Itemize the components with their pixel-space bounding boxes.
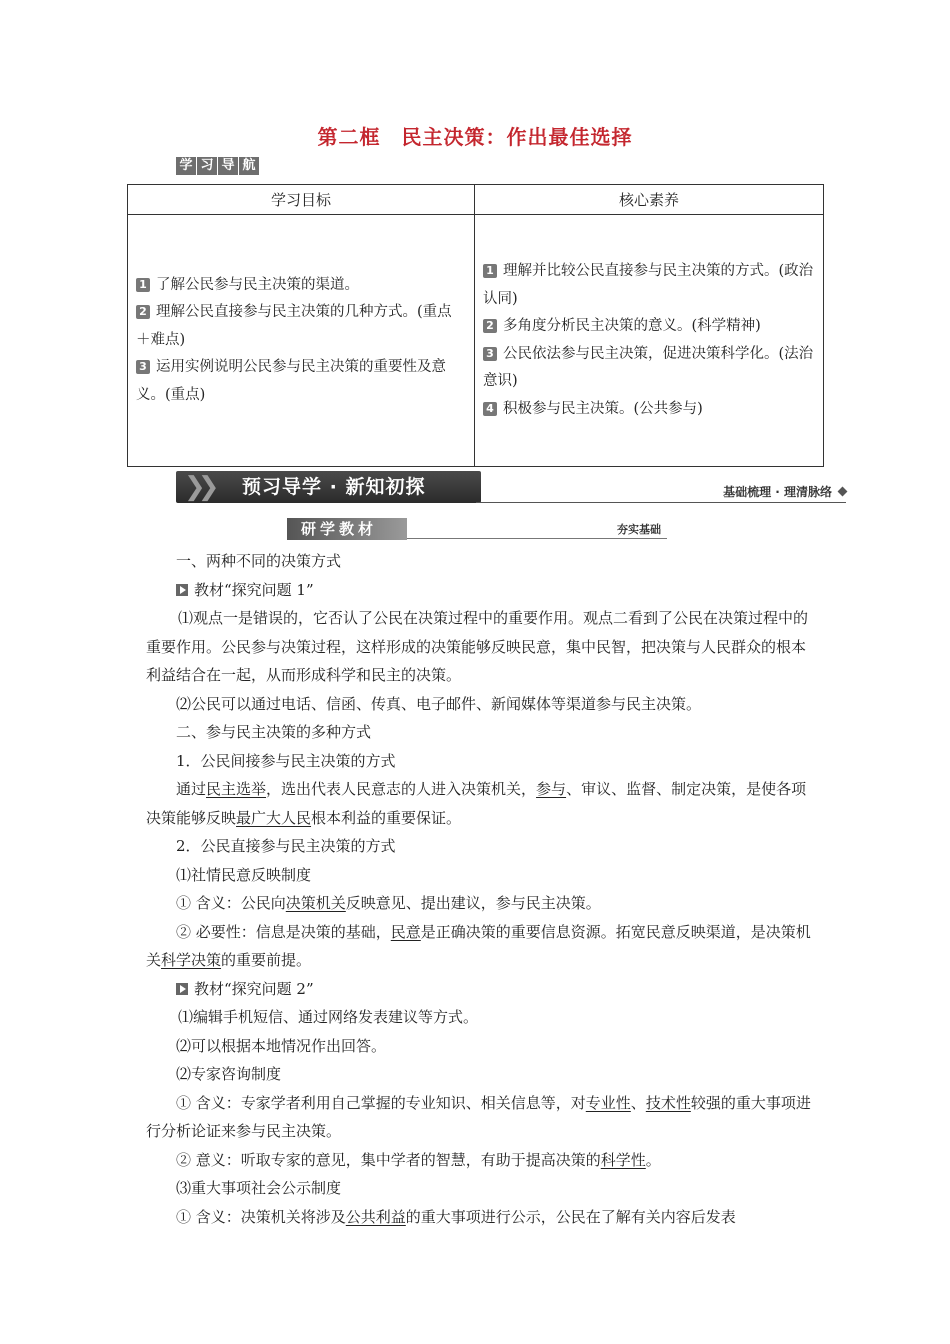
header-core-literacy: 核心素养 bbox=[475, 185, 824, 215]
text: 。 bbox=[645, 1150, 661, 1169]
sub-sub-heading: ⑴社情民意反映制度 bbox=[176, 865, 312, 884]
sub-sub-heading: ⑵专家咨询制度 bbox=[176, 1065, 282, 1083]
sub-heading: 2．公民直接参与民主决策的方式 bbox=[176, 837, 396, 855]
paragraph bbox=[146, 1089, 812, 1146]
banner-subtitle: 基础梳理 · 理清脉络 bbox=[723, 485, 832, 499]
keyword: 科学性 bbox=[600, 1150, 646, 1169]
paragraph bbox=[146, 1146, 812, 1175]
sub-sub-heading: ⑶重大事项社会公示制度 bbox=[176, 1179, 342, 1197]
text: 较强的重大事项进行分析论证来参与民主决策。 bbox=[146, 1093, 811, 1140]
goals-table bbox=[127, 184, 824, 467]
keyword: 技术性 bbox=[645, 1093, 691, 1112]
banner-subtitle: 夯实基础 bbox=[617, 523, 661, 536]
play-triangle-icon bbox=[176, 584, 188, 596]
paragraph: ⑵可以根据本地情况作出回答。 bbox=[176, 1036, 387, 1055]
keyword: 决策机关 bbox=[285, 894, 346, 912]
badge-char: 航 bbox=[239, 157, 259, 175]
literacy-item bbox=[483, 341, 815, 396]
number-badge-icon: 3 bbox=[483, 347, 497, 361]
study-guide-badge bbox=[176, 157, 259, 175]
paragraph: ⑵公民可以通过电话、信函、传真、电子邮件、新闻媒体等渠道参与民主决策。 bbox=[176, 694, 702, 713]
paragraph bbox=[146, 918, 812, 975]
literacy-item bbox=[483, 396, 815, 424]
paragraph: ⑴编辑手机短信、通过网络发表建议等方式。 bbox=[178, 1008, 479, 1026]
number-badge-icon: 2 bbox=[136, 305, 150, 319]
text: 的重大事项进行公示，公民在了解有关内容后发表 bbox=[405, 1207, 736, 1226]
literacy-text: 理解并比较公民直接参与民主决策的方式。(政治认同) bbox=[483, 263, 814, 307]
paragraph bbox=[146, 1203, 812, 1232]
text: 通过 bbox=[176, 780, 207, 798]
literacy-text: 公民依法参与民主决策，促进决策科学化。(法治意识) bbox=[483, 345, 814, 389]
keyword: 最广大人民 bbox=[236, 808, 312, 827]
number-badge-icon: 1 bbox=[136, 278, 150, 292]
banner-title: 研学教材 bbox=[301, 520, 378, 538]
play-triangle-icon bbox=[176, 983, 188, 995]
text: ① 含义：公民向 bbox=[176, 894, 286, 912]
text: 根本利益的重要保证。 bbox=[311, 808, 462, 827]
paragraph bbox=[146, 775, 812, 832]
diamond-icon bbox=[838, 487, 848, 497]
textbook-question bbox=[146, 975, 812, 1004]
goal-text: 了解公民参与民主决策的渠道。 bbox=[156, 276, 359, 293]
double-chevron-icon: ❯❯ bbox=[184, 472, 212, 502]
keyword: 公共利益 bbox=[345, 1207, 406, 1226]
text: 的重要前提。 bbox=[221, 951, 312, 969]
banner-title: 预习导学 · 新知初探 bbox=[242, 476, 426, 498]
number-badge-icon: 2 bbox=[483, 319, 497, 333]
textbook-question bbox=[146, 576, 812, 605]
text: 是正确决策的重要信息资源。拓宽民意反映渠道，是决策机关 bbox=[146, 922, 811, 969]
badge-char: 学 bbox=[176, 157, 196, 175]
keyword: 民意 bbox=[390, 922, 421, 941]
keyword: 专业性 bbox=[585, 1093, 631, 1112]
text: ② 意义：听取专家的意见，集中学者的智慧，有助于提高决策的 bbox=[176, 1150, 601, 1169]
goal-item bbox=[136, 299, 466, 354]
literacy-text: 积极参与民主决策。(公共参与) bbox=[503, 400, 703, 417]
textbook-question-label: 教材“探究问题 2” bbox=[194, 979, 314, 998]
text: 、 bbox=[630, 1093, 646, 1112]
text: ① 含义：专家学者利用自己掌握的专业知识、相关信息等，对 bbox=[176, 1093, 586, 1112]
number-badge-icon: 4 bbox=[483, 402, 497, 416]
textbook-banner bbox=[287, 518, 667, 540]
goal-text: 运用实例说明公民参与民主决策的重要性及意义。(重点) bbox=[136, 359, 446, 403]
learning-goals-cell bbox=[128, 215, 475, 467]
keyword: 科学决策 bbox=[161, 951, 222, 969]
banner-divider bbox=[476, 502, 846, 503]
paragraph: ⑴观点一是错误的，它否认了公民在决策过程中的重要作用。观点二看到了公民在决策过程中的重要作用。公民参与决策过程，这样形成的决策能够反映民意，集中民智，把决策与人民群众的根本利益结合在一起，从而形成科学和民主的决策。 bbox=[146, 609, 809, 684]
number-badge-icon: 1 bbox=[483, 264, 497, 278]
literacy-item bbox=[483, 313, 815, 341]
text: ② 必要性：信息是决策的基础， bbox=[176, 922, 391, 941]
text: 反映意见、提出建议，参与民主决策。 bbox=[345, 894, 601, 912]
goal-item bbox=[136, 354, 466, 409]
header-learning-goals: 学习目标 bbox=[128, 185, 475, 215]
literacy-text: 多角度分析民主决策的意义。(科学精神) bbox=[503, 318, 761, 334]
section-heading: 二、参与民主决策的多种方式 bbox=[176, 723, 372, 741]
sub-heading: 1．公民间接参与民主决策的方式 bbox=[176, 751, 396, 770]
badge-char: 导 bbox=[218, 157, 238, 175]
text: ，选出代表人民意志的人进入决策机关， bbox=[266, 780, 537, 798]
paragraph bbox=[146, 889, 812, 918]
literacy-item bbox=[483, 258, 815, 313]
goal-item bbox=[136, 272, 466, 300]
main-content bbox=[146, 547, 812, 1231]
text: 、审议、监督、制定决策，是使各项决策能够反映 bbox=[146, 780, 807, 827]
preview-banner bbox=[176, 471, 846, 505]
core-literacy-cell bbox=[475, 215, 824, 467]
keyword: 民主选举 bbox=[206, 780, 267, 798]
number-badge-icon: 3 bbox=[136, 360, 150, 374]
section-heading: 一、两种不同的决策方式 bbox=[176, 552, 342, 570]
goal-text: 理解公民直接参与民主决策的几种方式。(重点＋难点) bbox=[136, 304, 452, 348]
page-title: 第二框 民主决策：作出最佳选择 bbox=[317, 125, 633, 149]
badge-char: 习 bbox=[197, 157, 217, 175]
keyword: 参与 bbox=[536, 780, 567, 798]
text: ① 含义：决策机关将涉及 bbox=[176, 1207, 346, 1226]
textbook-question-label: 教材“探究问题 1” bbox=[194, 580, 314, 599]
banner-divider bbox=[407, 538, 667, 539]
